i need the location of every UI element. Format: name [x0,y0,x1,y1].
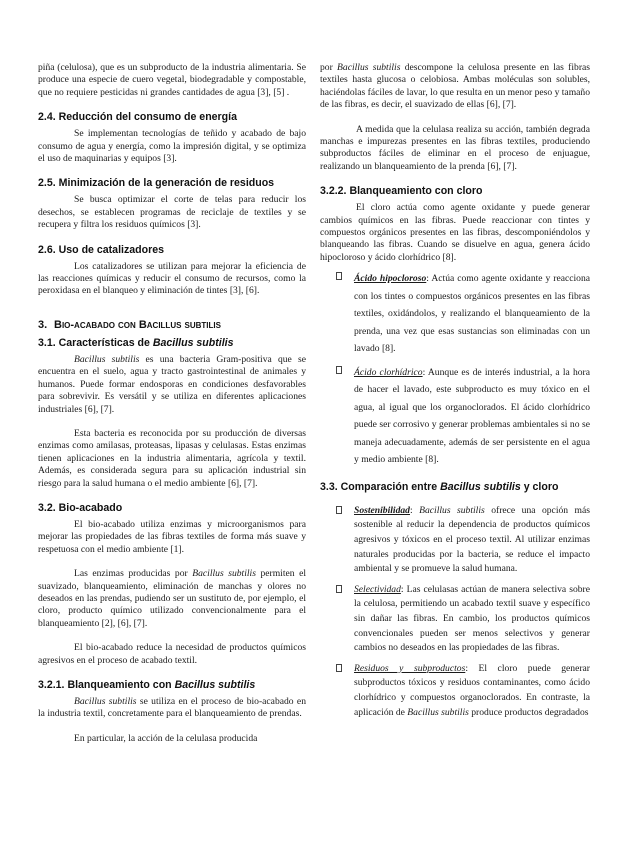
paragraph: En particular, la acción de la celulasa producida [74,732,258,744]
term: Residuos y subproductos [354,662,466,674]
section-heading-3-2-1: 3.2.1. Blanqueamiento con Bacillus subtilis [38,679,256,691]
section-heading-2-6: 2.6. Uso de catalizadores [38,243,165,256]
bullet-item: Residuos y subproductos: El cloro puede generar subproductos tóxicos y residuos contaminantes, como ácido clorhídrico y compuestos organoclorados. En contraste, la aplicación de Bacillus subtilis produce productos degradados [320,662,590,720]
term: Ácido clorhídrico [354,366,423,378]
paragraph: piña (celulosa), que es un subproducto de la industria alimentaria. Se produce una especie de cuero vegetal, biodegradable y compostable, que no requiere pesticidas ni grandes cantidades de agua [3], [5] . [38,62,306,98]
paragraph: Esta bacteria es reconocida por su producción de diversas enzimas como amilasas, proteasas, lipasas y celulasas. Estas enzimas tienen aplicaciones en la industria alimentaria, agrícola y textil. Además, es considerada segura para su aplicación industrial sin riesgo para la salud humana o el medio ambiente [6], [7]. [38,427,306,489]
section-heading-3-2-2: 3.2.2. Blanqueamiento con cloro [320,185,483,198]
section-title: Bio-acabado con Bacillus subtilis [54,318,221,331]
bullet-marker-icon [336,506,342,514]
bullet-marker-icon [336,272,342,280]
right-column [320,62,590,720]
section-heading-3-3: 3.3. Comparación entre Bacillus subtilis y cloro [320,480,559,493]
bullet-marker-icon [336,366,342,374]
bullet-item: Ácido hipocloroso: Actúa como agente oxidante y reacciona con los tintes o compuestos orgánicos presentes en las fibras textiles, oxidándolos, y realizando el blanqueamiento de la prenda, una vez que esas sustancias son eliminadas con un lavado [8]. [320,270,590,358]
paragraph: A medida que la celulasa realiza su acción, también degrada manchas e impurezas presentes en las fibras textiles, produciendo subproductos fáciles de eliminar en el proceso de enjuague, realizando un blanqueamiento de la prenda [6], [7]. [320,123,590,172]
paragraph: El cloro actúa como agente oxidante y puede generar cambios químicos en las fibras. Puede reaccionar con tintes y compuestos orgánicos presentes en las fibras, descomponiéndolos y blanqueando las fibras. Cuando se disuelve en agua, genera ácido hipocloroso y ácido clorhídrico [8]. [320,202,590,263]
section-heading-2-5: 2.5. Minimización de la generación de residuos [38,177,275,190]
bullet-marker-icon [336,664,342,672]
paragraph: Los catalizadores se utilizan para mejorar la eficiencia de las reacciones químicas y reducir el consumo de recursos, como la peroxidasa en el blanqueo y eliminación de tintes [3], [6]. [38,260,306,297]
paragraph: El bio-acabado utiliza enzimas y microorganismos para mejorar las propiedades de las fibras textiles de forma más suave y respetuosa con el medio ambiente [1]. [38,518,306,555]
term: Sostenibilidad [354,504,410,516]
bullet-marker-icon [336,585,342,593]
paragraph: por Bacillus subtilis descompone la celulosa presente en las fibras textiles hasta glucosa o celobiosa. Ambas moléculas son solubles, haciéndolas fáciles de lavar, lo que resulta en un menor peso y tamaño de las fibras, es decir, el suavizado de ellas [6], [7]. [320,62,591,111]
section-heading-3 [38,318,306,332]
paragraph: Bacillus subtilis se utiliza en el proceso de bio-acabado en la industria textil, concretamente para el blanqueamiento de prendas. [38,696,306,720]
paragraph: Las enzimas producidas por Bacillus subtilis permiten el suavizado, blanqueamiento, eliminación de manchas y olores no deseados en las prendas, pudiendo ser un sustituto de, por ejemplo, el cloro, producto químico utilizado convencionalmente para el blanqueamiento [2], [6], [7]. [38,568,306,629]
left-column [38,62,306,745]
bullet-item: Selectividad: Las celulasas actúan de manera selectiva sobre la celulosa, permitiendo un acabado textil suave y específico sin dañar las fibras. En cambio, los productos químicos convencionales pueden ser menos selectivos y generar cambios no deseados en las propiedades de las fibras. [320,583,590,656]
section-heading-3-2: 3.2. Bio-acabado [38,501,123,514]
term: Ácido hipocloroso [354,273,427,285]
paragraph: Bacillus subtilis es una bacteria Gram-positiva que se encuentra en el suelo, agua y tracto gastrointestinal de animales y humanos. Puede formar endosporas en condiciones desfavorables para sobrevivir. Es versátil y se utiliza en diferentes aplicaciones industriales [6], [7]. [38,353,306,415]
paragraph: El bio-acabado reduce la necesidad de productos químicos agresivos en el proceso de acabado textil. [38,642,306,666]
bullet-item: Ácido clorhídrico: Aunque es de interés industrial, a la hora de hacer el lavado, este subproducto es muy tóxico en el agua, al igual que los organoclorados. El ácido clorhídrico puede ser corrosivo y generar problemas ambientales si no se maneja adecuadamente, además de ser persistente en el agua y medio ambiente [8]. [320,364,590,469]
bullet-item: Sostenibilidad: Bacillus subtilis ofrece una opción más sostenible al reducir la dependencia de productos químicos agresivos y tóxicos en el proceso textil. Al utilizar enzimas naturales producidas por la bacteria, se reduce el impacto ambiental y se promueve la salud humana. [320,504,590,577]
paragraph: Se busca optimizar el corte de telas para reducir los desechos, se establecen programas de reciclaje de textiles y se recupera y filtra los residuos químicos [3]. [38,194,306,231]
section-heading-2-4: 2.4. Reducción del consumo de energía [38,111,237,124]
paragraph: Se implementan tecnologías de teñido y acabado de bajo consumo de agua y energía, como la impresión digital, y se optimiza el uso de maquinarias y equipos [3]. [38,128,306,165]
term: Selectividad [354,583,401,595]
section-heading-3-1: 3.1. Características de Bacillus subtilis [38,336,234,349]
section-number: 3. [38,318,48,331]
